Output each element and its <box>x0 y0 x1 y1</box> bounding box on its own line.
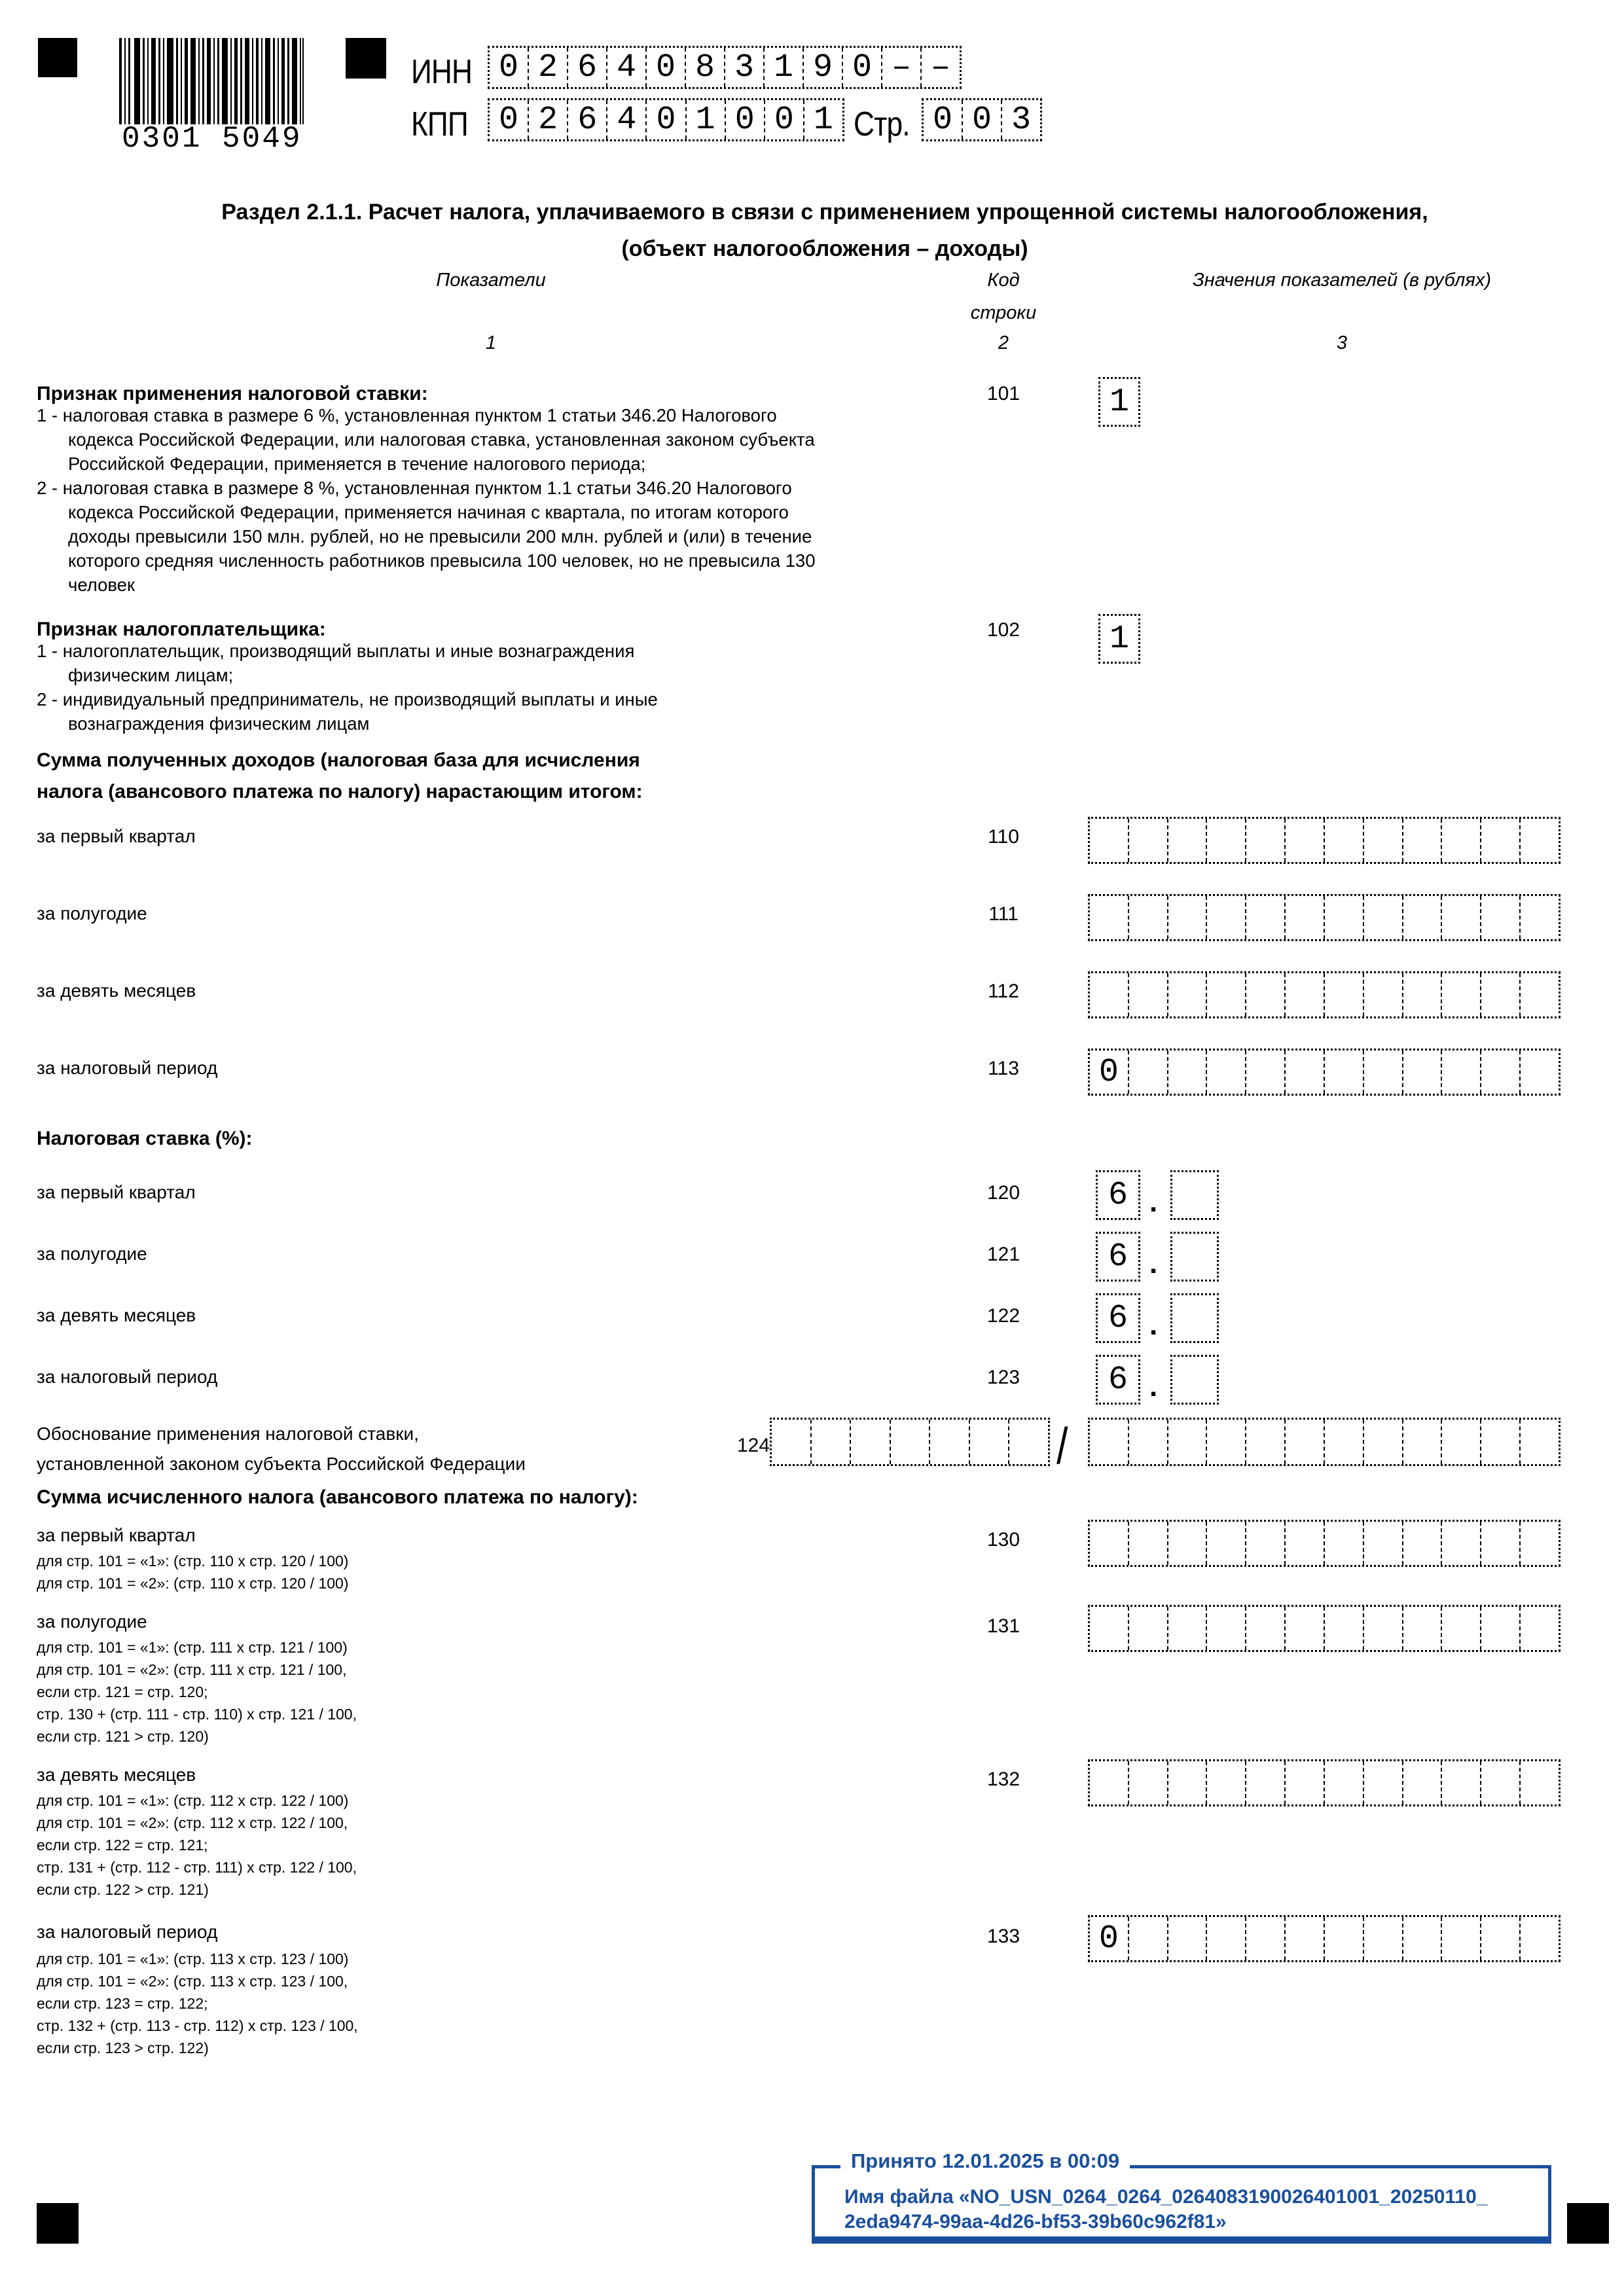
corner-marker-top-left <box>38 38 77 77</box>
row-122-decimal-point: . <box>1149 1309 1158 1341</box>
form-cell <box>1324 973 1363 1016</box>
form-cell <box>1090 1607 1128 1650</box>
form-cell <box>1402 1420 1441 1464</box>
form-cell <box>1167 1420 1206 1464</box>
text-line: кодекса Российской Федерации, или налоговая ставка, установленная законом субъекта <box>68 429 815 450</box>
form-cell <box>850 1420 890 1464</box>
form-cell <box>1245 896 1284 939</box>
form-cell <box>1008 1420 1048 1464</box>
form-cell <box>1245 1917 1284 1960</box>
page-number-label <box>854 105 920 144</box>
form-cell <box>1480 1420 1519 1464</box>
row-133-label: за налоговый период <box>37 1922 218 1942</box>
text-line: 2 - индивидуальный предприниматель, не производящий выплаты и иные <box>37 689 658 709</box>
form-cell <box>1441 896 1480 939</box>
form-cell: 3 <box>724 48 763 87</box>
row-124-slash: / <box>1056 1417 1068 1475</box>
form-cell <box>1167 1607 1206 1650</box>
row-124-code: 124 <box>736 1435 770 1456</box>
text-line: вознаграждения физическим лицам <box>68 713 370 734</box>
form-cell <box>1363 1522 1402 1565</box>
form-cell <box>1172 1357 1217 1403</box>
form-cell: 2 <box>528 100 567 139</box>
form-cell: 3 <box>1001 100 1040 139</box>
form-cell <box>1167 819 1206 862</box>
form-cell <box>1128 1050 1167 1094</box>
form-cell <box>1441 1761 1480 1804</box>
row-101-explanation <box>37 403 927 597</box>
row-113-value-field <box>1088 1049 1561 1096</box>
form-cell <box>1480 896 1519 939</box>
row-112-label: за девять месяцев <box>37 980 196 1001</box>
row-101-value-field <box>1098 377 1140 427</box>
form-cell <box>1441 1522 1480 1565</box>
form-cell <box>1167 1917 1206 1960</box>
row-120-decimal-point: . <box>1149 1186 1158 1218</box>
form-cell <box>1206 896 1245 939</box>
form-cell <box>1519 1761 1559 1804</box>
form-cell <box>1480 973 1519 1016</box>
row-131-notes <box>37 1636 357 1748</box>
row-124-field-right <box>1088 1418 1561 1466</box>
form-cell <box>1363 896 1402 939</box>
form-cell <box>1441 1050 1480 1094</box>
form-cell <box>1206 1050 1245 1094</box>
column-number-1: 1 <box>485 332 497 353</box>
form-cell <box>1402 1917 1441 1960</box>
column-header-indicators: Показатели <box>436 270 546 291</box>
form-cell <box>1284 1761 1324 1804</box>
row-130-code: 130 <box>986 1529 1020 1551</box>
form-cell <box>1441 819 1480 862</box>
form-cell: 6 <box>1108 1299 1128 1337</box>
text-line: если стр. 121 > стр. 120) <box>37 1728 209 1745</box>
form-cell <box>1324 1050 1363 1094</box>
row-131-label: за полугодие <box>37 1611 147 1632</box>
form-cell <box>1090 1420 1128 1464</box>
section-title-line1: Раздел 2.1.1. Расчет налога, уплачиваемого в связи с применением упрощенной системы налогообложения, <box>221 200 1428 224</box>
row-123-code: 123 <box>986 1367 1020 1388</box>
row-132-label: за девять месяцев <box>37 1765 196 1785</box>
form-cell <box>1284 973 1324 1016</box>
form-cell <box>1519 896 1559 939</box>
text-line: для стр. 101 = «1»: (стр. 113 x стр. 123 / 100) <box>37 1950 349 1967</box>
form-cell <box>1284 896 1324 939</box>
form-cell <box>1172 1295 1217 1341</box>
form-cell: – <box>881 48 920 87</box>
income-heading-line1: Сумма полученных доходов (налоговая база для исчисления <box>37 749 640 771</box>
corner-marker-bottom-right <box>1567 2203 1609 2244</box>
form-cell <box>1128 1761 1167 1804</box>
form-cell <box>1128 1420 1167 1464</box>
form-cell <box>1363 1607 1402 1650</box>
form-cell <box>1519 1420 1559 1464</box>
form-cell <box>1128 1917 1167 1960</box>
page-number-label-text: Стр. <box>854 105 910 143</box>
text-line: если стр. 122 > стр. 121) <box>37 1881 209 1898</box>
row-133-code: 133 <box>986 1926 1020 1947</box>
form-cell <box>1441 1917 1480 1960</box>
form-cell: 0 <box>499 101 519 139</box>
text-line: для стр. 101 = «1»: (стр. 111 x стр. 121 / 100) <box>37 1639 348 1656</box>
form-cell <box>1206 1607 1245 1650</box>
form-cell <box>1402 1607 1441 1650</box>
row-113-code: 113 <box>988 1058 1019 1079</box>
form-cell <box>1245 819 1284 862</box>
row-132-code: 132 <box>986 1768 1020 1790</box>
form-cell <box>1519 1522 1559 1565</box>
form-cell: 4 <box>606 48 645 87</box>
tax-heading: Сумма исчисленного налога (авансового платежа по налогу): <box>37 1486 638 1508</box>
row-102-code: 102 <box>986 619 1020 641</box>
row-124-label <box>37 1419 757 1479</box>
row-120-rate-whole-field <box>1096 1170 1140 1220</box>
stamp-title: Принято 12.01.2025 в 00:09 <box>840 2149 1130 2173</box>
form-cell <box>1363 1420 1402 1464</box>
form-cell: 0 <box>645 100 685 139</box>
form-cell <box>1324 896 1363 939</box>
form-cell: 6 <box>1108 1238 1128 1276</box>
form-cell <box>1284 1607 1324 1650</box>
form-cell <box>1167 1761 1206 1804</box>
row-132-value-field <box>1088 1759 1561 1806</box>
form-cell <box>1284 1050 1324 1094</box>
form-cell: 9 <box>803 48 842 87</box>
row-110-code: 110 <box>988 826 1019 848</box>
barcode <box>119 38 304 124</box>
form-cell <box>1090 1761 1128 1804</box>
form-cell <box>1402 1761 1441 1804</box>
form-cell <box>1402 819 1441 862</box>
kpp-label <box>411 105 478 144</box>
kpp-field <box>488 98 844 141</box>
income-heading-line2: налога (авансового платежа по налогу) нарастающим итогом: <box>37 781 643 802</box>
income-heading <box>37 745 888 808</box>
form-cell <box>1128 1607 1167 1650</box>
form-cell <box>1402 1522 1441 1565</box>
form-cell <box>1090 973 1128 1016</box>
inn-label <box>411 52 482 92</box>
form-cell <box>1128 973 1167 1016</box>
form-cell <box>1090 819 1128 862</box>
row-120-rate-frac-field <box>1170 1170 1219 1220</box>
text-line: для стр. 101 = «2»: (стр. 112 x стр. 122 / 100, <box>37 1814 348 1831</box>
row-112-value-field <box>1088 971 1561 1018</box>
text-line: если стр. 123 > стр. 122) <box>37 2039 209 2056</box>
form-cell: 8 <box>685 48 724 87</box>
text-line: если стр. 123 = стр. 122; <box>37 1995 208 2012</box>
row-130-notes <box>37 1550 348 1594</box>
corner-marker-header <box>346 38 386 79</box>
form-cell <box>1167 1522 1206 1565</box>
form-cell <box>772 1420 810 1464</box>
form-cell <box>1402 1050 1441 1094</box>
row-131-code: 131 <box>986 1615 1020 1637</box>
form-cell <box>1090 896 1128 939</box>
form-cell <box>1245 1522 1284 1565</box>
row-124-label-line1: Обоснование применения налоговой ставки, <box>37 1424 419 1444</box>
form-cell <box>1519 1607 1559 1650</box>
form-cell <box>1245 1607 1284 1650</box>
row-101-code: 101 <box>986 383 1020 404</box>
form-cell <box>1402 973 1441 1016</box>
kpp-label-text: КПП <box>411 105 468 143</box>
row-121-code: 121 <box>986 1244 1020 1265</box>
row-130-value-field <box>1088 1520 1561 1567</box>
row-122-code: 122 <box>986 1305 1020 1327</box>
form-cell: 1 <box>763 48 803 87</box>
form-cell: 0 <box>932 101 952 139</box>
form-cell <box>1480 1522 1519 1565</box>
form-cell <box>1284 1522 1324 1565</box>
stamp-filename-line2: 2eda9474-99aa-4d26-bf53-39b60c962f81» <box>844 2211 1227 2233</box>
text-line: для стр. 101 = «2»: (стр. 110 x стр. 120 / 100) <box>37 1575 349 1592</box>
text-line: для стр. 101 = «2»: (стр. 111 x стр. 121 / 100, <box>37 1661 347 1678</box>
form-cell <box>1245 1050 1284 1094</box>
corner-marker-bottom-left <box>37 2203 79 2244</box>
form-cell <box>890 1420 929 1464</box>
row-102-heading: Признак налогоплательщика: <box>37 619 326 640</box>
row-101-heading: Признак применения налоговой ставки: <box>37 383 428 404</box>
row-120-label: за первый квартал <box>37 1182 196 1202</box>
row-124-label-line2: установленной законом субъекта Российской Федерации <box>37 1454 526 1474</box>
form-cell <box>1206 1522 1245 1565</box>
form-cell: 6 <box>567 100 606 139</box>
row-121-rate-whole-field <box>1096 1232 1140 1282</box>
column-header-code-line2: строки <box>970 302 1037 323</box>
row-120-code: 120 <box>986 1182 1020 1204</box>
form-cell <box>1441 1420 1480 1464</box>
form-cell <box>1519 1917 1559 1960</box>
form-cell <box>1441 973 1480 1016</box>
form-cell <box>1363 973 1402 1016</box>
row-133-value-field <box>1088 1915 1561 1962</box>
text-line: если стр. 121 = стр. 120; <box>37 1683 208 1700</box>
row-102-explanation <box>37 639 927 736</box>
row-132-notes <box>37 1789 357 1901</box>
text-line: если стр. 122 = стр. 121; <box>37 1837 208 1854</box>
form-cell <box>1519 1050 1559 1094</box>
row-122-label: за девять месяцев <box>37 1305 196 1325</box>
form-cell <box>1206 1761 1245 1804</box>
form-cell: 1 <box>685 100 725 139</box>
row-102-value-field <box>1098 614 1140 664</box>
form-cell <box>1324 1522 1363 1565</box>
form-cell <box>1441 1607 1480 1650</box>
stamp-filename <box>844 2185 1488 2234</box>
form-cell <box>1245 1420 1284 1464</box>
column-number-3: 3 <box>1336 332 1348 353</box>
text-line: стр. 131 + (стр. 112 - стр. 111) x стр. 122 / 100, <box>37 1859 357 1876</box>
form-cell <box>1206 819 1245 862</box>
form-cell: 0 <box>725 100 764 139</box>
section-title <box>39 194 1610 267</box>
section-title-line2: (объект налогообложения – доходы) <box>621 236 1028 261</box>
form-cell <box>1128 1522 1167 1565</box>
text-line: которого средняя численность работников превысила 100 человек, но не превысила 130 <box>68 550 816 571</box>
form-cell <box>1167 896 1206 939</box>
stamp-filename-line1: Имя файла «NO_USN_0264_0264_0264083190026401001_20250110_ <box>844 2186 1488 2208</box>
row-123-rate-frac-field <box>1170 1355 1219 1405</box>
form-cell <box>969 1420 1009 1464</box>
form-cell <box>1363 1917 1402 1960</box>
row-133-notes <box>37 1948 358 2059</box>
form-cell <box>1284 819 1324 862</box>
form-cell: 0 <box>645 48 685 87</box>
acceptance-stamp <box>812 2149 1551 2244</box>
form-cell: 6 <box>567 48 606 87</box>
row-122-rate-whole-field <box>1096 1293 1140 1343</box>
form-cell <box>1324 1607 1363 1650</box>
text-line: для стр. 101 = «1»: (стр. 112 x стр. 122 / 100) <box>37 1792 349 1809</box>
text-line: стр. 130 + (стр. 111 - стр. 110) x стр. 121 / 100, <box>37 1706 357 1723</box>
form-cell: 0 <box>1098 1920 1119 1958</box>
form-cell: 0 <box>842 48 881 87</box>
barcode-number: 0301 5049 <box>122 122 302 156</box>
form-cell <box>1245 973 1284 1016</box>
row-111-code: 111 <box>988 903 1019 925</box>
form-cell <box>1363 1761 1402 1804</box>
form-cell <box>1363 1050 1402 1094</box>
form-cell: 6 <box>1108 1361 1128 1399</box>
form-cell <box>1519 973 1559 1016</box>
row-121-rate-frac-field <box>1170 1232 1219 1282</box>
row-123-decimal-point: . <box>1149 1371 1158 1403</box>
row-123-label: за налоговый период <box>37 1367 218 1387</box>
form-cell <box>1172 1234 1217 1280</box>
column-header-code-line1: Код <box>987 270 1020 291</box>
row-111-value-field <box>1088 894 1561 941</box>
row-122-rate-frac-field <box>1170 1293 1219 1343</box>
form-cell <box>1480 1917 1519 1960</box>
page-number-field <box>922 98 1042 141</box>
form-cell: 4 <box>606 100 645 139</box>
form-cell <box>1128 896 1167 939</box>
text-line: Российской Федерации, применяется в течение налогового периода; <box>68 454 646 474</box>
text-line: стр. 132 + (стр. 113 - стр. 112) x стр. 123 / 100, <box>37 2017 358 2034</box>
form-cell: 0 <box>764 100 803 139</box>
row-123-rate-whole-field <box>1096 1355 1140 1405</box>
form-cell: 6 <box>1108 1176 1128 1214</box>
row-124-field-left <box>770 1418 1050 1466</box>
row-131-value-field <box>1088 1605 1561 1652</box>
row-121-label: за полугодие <box>37 1244 147 1264</box>
text-line: 2 - налоговая ставка в размере 8 %, установленная пунктом 1.1 статьи 346.20 Налогового <box>37 478 792 498</box>
rate-heading: Налоговая ставка (%): <box>37 1128 253 1149</box>
form-cell: 0 <box>1098 1053 1119 1091</box>
form-cell <box>1128 819 1167 862</box>
row-130-label: за первый квартал <box>37 1525 196 1545</box>
row-110-label: за первый квартал <box>37 826 196 846</box>
text-line: кодекса Российской Федерации, применяется начиная с квартала, по итогам которого <box>68 502 789 522</box>
row-113-label: за налоговый период <box>37 1058 218 1078</box>
form-cell <box>1284 1420 1324 1464</box>
form-cell <box>1090 1522 1128 1565</box>
form-cell <box>1206 1917 1245 1960</box>
inn-field <box>488 46 962 89</box>
text-line: человек <box>68 575 135 595</box>
form-cell <box>1167 1050 1206 1094</box>
form-cell <box>810 1420 850 1464</box>
text-line: доходы превысили 150 млн. рублей, но не превысили 200 млн. рублей и (или) в течение <box>68 526 812 547</box>
row-110-value-field <box>1088 817 1561 864</box>
form-cell <box>1284 1917 1324 1960</box>
text-line: для стр. 101 = «2»: (стр. 113 x стр. 123 / 100, <box>37 1973 348 1990</box>
form-cell: 1 <box>803 100 842 139</box>
text-line: 1 - налогоплательщик, производящий выплаты и иные вознаграждения <box>37 641 635 661</box>
form-cell <box>1324 1761 1363 1804</box>
form-cell: 0 <box>498 48 518 86</box>
column-header-values: Значения показателей (в рублях) <box>1192 270 1492 291</box>
text-line: 1 - налоговая ставка в размере 6 %, установленная пунктом 1 статьи 346.20 Налогового <box>37 405 777 425</box>
form-cell <box>1324 1917 1363 1960</box>
form-cell <box>1245 1761 1284 1804</box>
form-cell <box>929 1420 969 1464</box>
row-112-code: 112 <box>988 980 1019 1002</box>
form-cell <box>1480 819 1519 862</box>
row-111-label: за полугодие <box>37 903 147 924</box>
form-cell <box>1402 896 1441 939</box>
form-cell: 0 <box>962 100 1001 139</box>
text-line: физическим лицам; <box>68 665 234 685</box>
form-cell <box>1324 1420 1363 1464</box>
form-cell: – <box>920 48 960 87</box>
text-line: для стр. 101 = «1»: (стр. 110 x стр. 120 / 100) <box>37 1552 349 1570</box>
inn-label-text: ИНН <box>411 53 473 91</box>
form-cell: 2 <box>528 48 567 87</box>
form-cell <box>1363 819 1402 862</box>
form-cell <box>1167 973 1206 1016</box>
form-cell <box>1480 1607 1519 1650</box>
form-cell <box>1206 1420 1245 1464</box>
form-cell <box>1324 819 1363 862</box>
form-cell <box>1519 819 1559 862</box>
form-cell <box>1206 973 1245 1016</box>
form-cell <box>1172 1172 1217 1218</box>
form-cell <box>1480 1761 1519 1804</box>
form-cell <box>1480 1050 1519 1094</box>
form-cell: 1 <box>1109 620 1129 658</box>
form-cell: 1 <box>1109 383 1129 421</box>
column-number-2: 2 <box>998 332 1009 353</box>
row-121-decimal-point: . <box>1149 1247 1158 1280</box>
